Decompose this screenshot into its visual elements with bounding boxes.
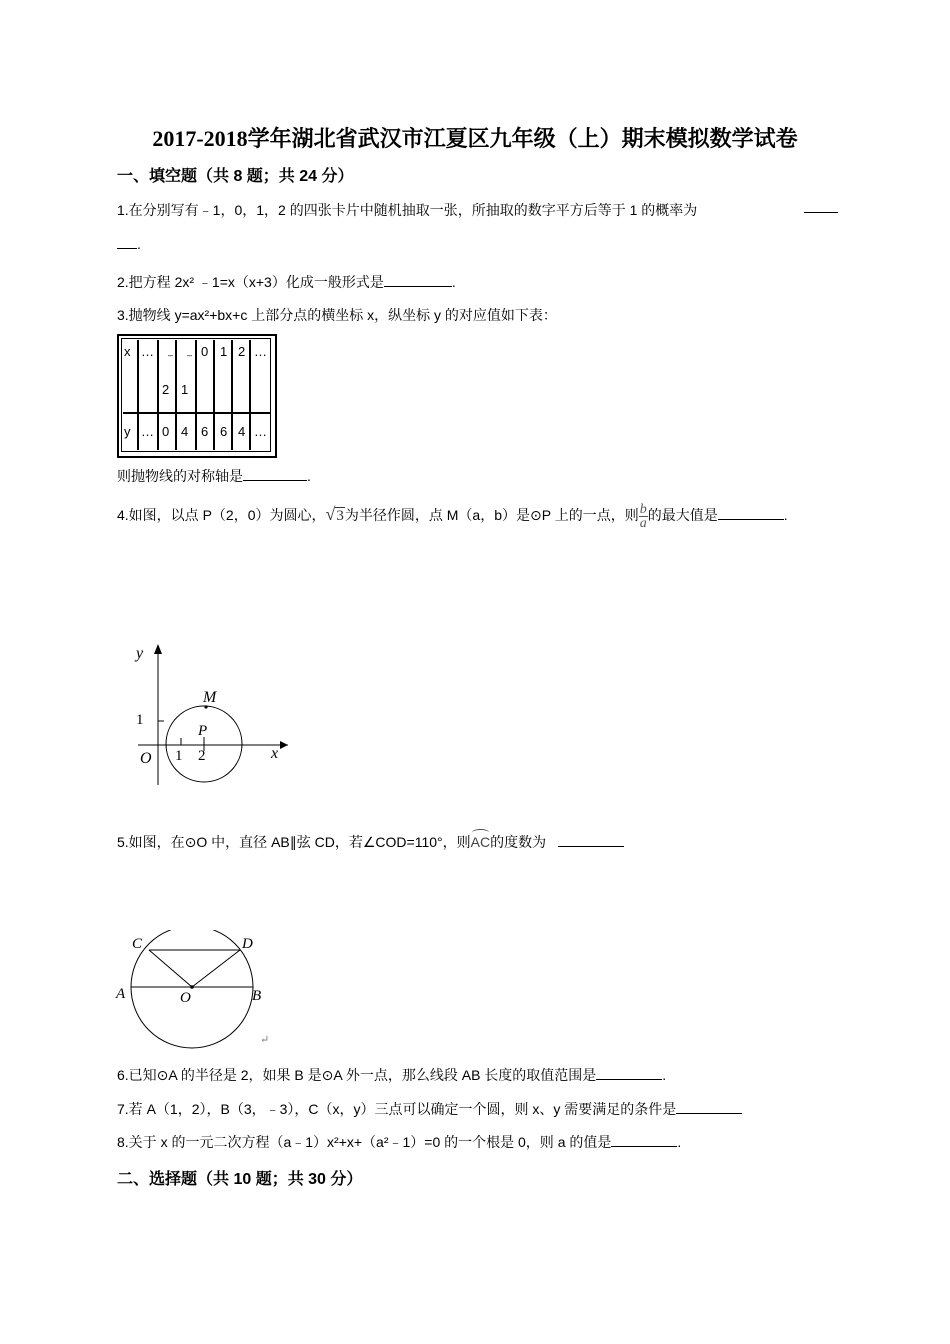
table-cell: y <box>124 424 131 439</box>
fraction-numerator: b <box>639 502 647 517</box>
table-divider <box>249 340 251 450</box>
table-cell: 6 <box>220 424 228 439</box>
table-cell: 1 <box>220 344 228 359</box>
fraction-denominator: a <box>639 516 647 531</box>
question-8 <box>117 1132 681 1152</box>
question-3-followup <box>117 466 311 486</box>
table-cell: 2 <box>162 382 170 397</box>
answer-blank-1-cont <box>117 236 141 252</box>
table-cell: … <box>141 424 154 439</box>
sqrt-radicand: 3 <box>336 508 344 525</box>
table-cell: 4 <box>181 424 189 439</box>
fraction-b-over-a <box>639 503 648 530</box>
answer-blank-1[interactable] <box>804 200 838 213</box>
figure-circle-coordinate <box>128 640 298 790</box>
question-5-post: 的度数为 <box>490 834 547 850</box>
question-6 <box>117 1065 666 1085</box>
section-heading-multiple-choice: 二、选择题（共 10 题；共 30 分） <box>117 1171 363 1188</box>
question-8-end: . <box>677 1134 682 1150</box>
page-title: 2017-2018学年湖北省武汉市江夏区九年级（上）期末模拟数学试卷 <box>152 126 798 151</box>
table-cell: ﹣ <box>183 347 197 362</box>
label-m: M <box>203 689 217 706</box>
question-7-text: 7.若 A（1，2），B（3，﹣3），C（x，y）三点可以确定一个圆，则 x、y 需要满足的条件是 <box>117 1101 677 1117</box>
question-2-end: . <box>451 274 456 290</box>
table-cell: … <box>141 344 154 359</box>
table-cell: … <box>254 344 267 359</box>
label-c: C <box>132 936 143 952</box>
question-2 <box>117 272 456 292</box>
answer-blank-6[interactable] <box>596 1067 662 1080</box>
value-table <box>117 334 277 458</box>
question-8-text: 8.关于 x 的一元二次方程（a﹣1）x²+x+（a²﹣1）=0 的一个根是 0，则 a 的值是 <box>117 1134 612 1150</box>
question-3 <box>117 305 557 325</box>
table-cell: 4 <box>238 424 246 439</box>
table-cell: 6 <box>201 424 209 439</box>
circle-o <box>131 930 253 1048</box>
question-1 <box>117 200 697 220</box>
answer-blank-8[interactable] <box>611 1134 677 1147</box>
paragraph-mark: ↵ <box>260 1034 270 1046</box>
question-6-end: . <box>662 1067 667 1083</box>
label-d: D <box>242 936 253 952</box>
center-o <box>190 985 194 989</box>
table-divider <box>157 340 159 450</box>
label-y: y <box>136 645 144 662</box>
question-3-after: 则抛物线的对称轴是 <box>117 468 243 484</box>
answer-blank-5[interactable] <box>558 834 624 847</box>
question-4-end: . <box>783 507 788 524</box>
table-cell: 1 <box>181 382 189 397</box>
question-5 <box>117 832 624 852</box>
question-4-pre: 4.如图，以点 P（2，0）为圆心， <box>117 507 326 524</box>
y-axis-arrow <box>154 644 162 654</box>
label-y-1: 1 <box>136 712 144 728</box>
table-cell: 0 <box>162 424 170 439</box>
question-7 <box>117 1099 742 1119</box>
question-5-pre: 5.如图，在⊙O 中，直径 AB∥弦 CD，若∠COD=110°，则 <box>117 834 471 850</box>
label-a: A <box>116 986 126 1002</box>
table-divider <box>137 340 139 450</box>
radius-oc <box>149 950 192 987</box>
table-cell: 2 <box>238 344 246 359</box>
arc-ac: AC <box>470 834 491 850</box>
section-heading-fill-blank: 一、填空题（共 8 题；共 24 分） <box>117 168 354 185</box>
question-2-text: 2.把方程 2x² ﹣1=x（x+3）化成一般形式是 <box>117 274 384 290</box>
answer-blank-2[interactable] <box>384 274 452 287</box>
question-1-end: . <box>137 236 141 252</box>
question-1-text: 1.在分别写有﹣1，0，1，2 的四张卡片中随机抽取一张，所抽取的数字平方后等于 1 的概率为 <box>117 202 698 218</box>
question-3-text: 3.抛物线 y=ax²+bx+c 上部分点的横坐标 x，纵坐标 y 的对应值如下表： <box>117 307 557 323</box>
answer-blank-7[interactable] <box>676 1101 742 1114</box>
label-origin: O <box>140 750 152 767</box>
radius-od <box>192 950 240 987</box>
question-3-end: . <box>307 468 311 484</box>
label-x: x <box>271 745 279 762</box>
answer-blank-3[interactable] <box>243 468 307 481</box>
answer-blank-1-tail[interactable] <box>117 236 137 249</box>
sqrt-expression: √3 <box>325 504 344 525</box>
label-x-1: 1 <box>175 748 183 764</box>
table-cell: x <box>124 344 131 359</box>
label-x-2: 2 <box>198 748 206 764</box>
table-row-divider <box>123 412 271 414</box>
table-divider <box>231 340 233 450</box>
x-axis-arrow <box>280 741 288 749</box>
label-b: B <box>252 988 262 1004</box>
question-4-post: 的最大值是 <box>647 507 718 524</box>
figure-circle-chords <box>112 930 292 1050</box>
table-cell: ﹣ <box>164 347 178 362</box>
question-4-mid: 为半径作圆，点 M（a，b）是⊙P 上的一点，则 <box>344 507 639 524</box>
label-o: O <box>180 990 191 1006</box>
table-cell: 0 <box>201 344 209 359</box>
question-6-text: 6.已知⊙A 的半径是 2，如果 B 是⊙A 外一点，那么线段 AB 长度的取值范围是 <box>117 1067 597 1083</box>
answer-blank-4[interactable] <box>718 507 784 520</box>
table-cell: … <box>254 424 267 439</box>
question-4 <box>117 503 788 530</box>
label-p: P <box>198 723 208 739</box>
table-divider <box>213 340 215 450</box>
